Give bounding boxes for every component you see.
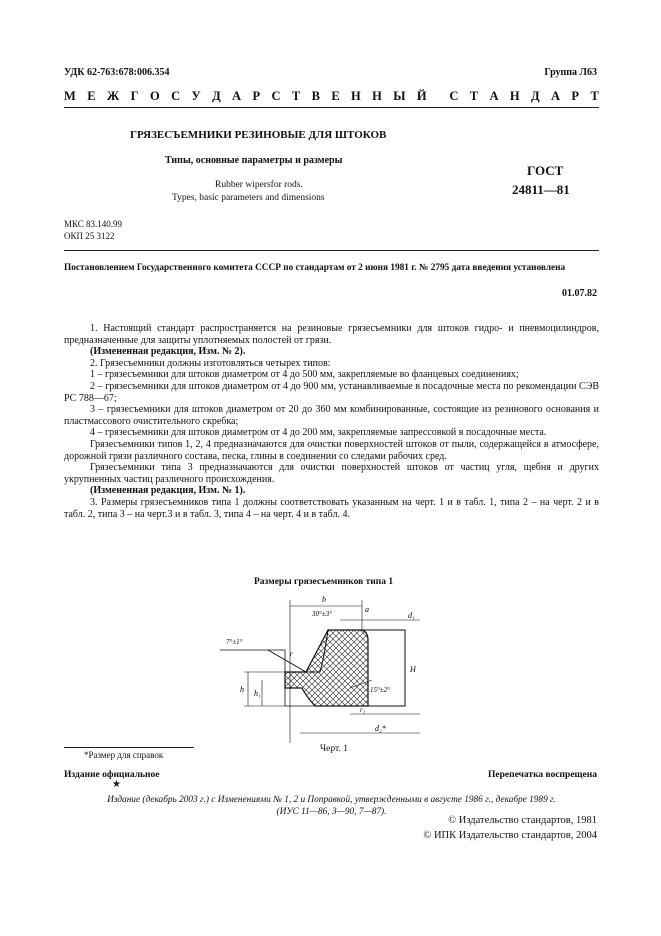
heading-letter: Е	[87, 89, 96, 103]
heading-letter: Й	[416, 89, 427, 103]
label-b: b	[322, 595, 326, 604]
heading-letter: С	[271, 89, 281, 103]
body-paragraph: 3. Размеры грязесъемников типа 1 должны соответствовать указанным на черт. 1 и в табл. 1, типа 2 – на черт. 2 и в табл. 2, типа 3 – на черт.3 и в табл. 3, типа 4 – на черт. 4 и в табл. 4.	[64, 496, 599, 520]
heading-letter: Н	[372, 89, 382, 103]
body-paragraph: 1. Настоящий стандарт распространяется на резиновые грязесъемники для штоков гидро- и пневмоцилиндров, предназначенные для защиты уплотняемых полостей от грязи.	[64, 323, 599, 346]
body-text	[64, 323, 599, 520]
footnote-divider	[64, 747, 194, 748]
label-r: r	[290, 650, 293, 658]
label-h1: h₁	[254, 689, 261, 698]
label-d1: d₁	[408, 611, 415, 620]
decree-divider	[64, 250, 599, 251]
document-subtitle: Типы, основные параметры и размеры	[165, 155, 343, 166]
decree-text: Постановлением Государственного комитета СССР по стандартам от 2 июня 1981 г. № 2795 дата введения установлена	[64, 263, 566, 273]
body-paragraph: Грязесъемники типа 3 предназначаются для очистки поверхностей штоков от частиц угля, щебня и других укрупненных частиц различного происхождения.	[64, 462, 599, 485]
heading-letter: Ж	[106, 89, 120, 103]
heading-letter: М	[64, 89, 76, 103]
gost-number: 24811—81	[512, 182, 570, 197]
figure-caption: Черт. 1	[320, 744, 348, 754]
body-paragraph: 1 – грязесъемники для штоков диаметром от 4 до 500 мм, закрепляемые во фланцевых соединениях;	[90, 369, 519, 381]
edition-line2: (ИУС 11—86, 3—90, 7—87).	[276, 807, 387, 817]
english-title-line1: Rubber wipersfor rods.	[215, 180, 303, 190]
heading-letter: Р	[252, 89, 261, 103]
udk-code: УДК 62-763:678:006.354	[64, 67, 170, 78]
heading-letter: Г	[130, 89, 139, 103]
body-paragraph: Грязесъемники типов 1, 2, 4 предназначаются для очистки поверхностей штоков от пыли, содержащейся в атмосфере, дорожной грязи различного состава, песка, глины в соединении со следами рабочих сред.	[64, 438, 599, 462]
heading-letter: О	[149, 89, 160, 103]
english-title-line2: Types, basic parameters and dimensions	[172, 193, 325, 203]
star-icon: ★	[112, 779, 121, 790]
heading-letter: Н	[509, 89, 520, 103]
gost-label: ГОСТ	[527, 163, 564, 178]
official-edition: Издание официальное	[64, 770, 160, 780]
heading-letter: Т	[291, 89, 301, 103]
heading-letter: Т	[469, 89, 479, 103]
figure-title: Размеры грязесъемников типа 1	[254, 577, 394, 587]
label-d2: d₂*	[375, 724, 386, 733]
label-h: h	[240, 685, 244, 694]
heading-letter: У	[191, 89, 201, 103]
body-paragraph: 4 – грязесъемники для штоков диаметром от 4 до 200 мм, закрепляемые запрессовкой в посадочные места.	[90, 427, 547, 439]
heading-letter: С	[449, 89, 459, 103]
footnote: *Размер для справок	[84, 750, 164, 760]
wiper-drawing	[210, 588, 450, 743]
heading-letter: А	[489, 89, 499, 103]
copyright-2004: © ИПК Издательство стандартов, 2004	[423, 830, 597, 841]
label-angle-left: 7°±1°	[226, 638, 243, 646]
heading-letter: А	[551, 89, 561, 103]
heading-letter: Ы	[393, 89, 406, 103]
introduction-date: 01.07.82	[562, 288, 597, 299]
label-angle-top: 30°±3°	[312, 610, 332, 618]
mks-code: МКС 83.140.99	[64, 219, 123, 229]
body-paragraph: 3 – грязесъемники для штоков диаметром от 20 до 360 мм комбинированные, состоящие из резинового основания и пластмассового очистительного скребка;	[64, 404, 599, 427]
heading-letter: Д	[212, 89, 221, 103]
heading-letter: А	[232, 89, 242, 103]
heading-letter: Н	[351, 89, 361, 103]
heading-letter: С	[171, 89, 181, 103]
heading-letter: Е	[331, 89, 340, 103]
interstate-standard-heading	[64, 89, 599, 104]
heading-letter: Р	[571, 89, 580, 103]
label-r1: r₁	[360, 706, 366, 714]
document-title: ГРЯЗЕСЪЕМНИКИ РЕЗИНОВЫЕ ДЛЯ ШТОКОВ	[130, 129, 387, 141]
group-code: Группа Л63	[544, 67, 597, 78]
edition-line1: Издание (декабрь 2003 г.) с Изменениями № 1, 2 и Поправкой, утвержденными в августе 1986 г., декабре 1989 г.	[107, 795, 556, 805]
label-angle-right: 15°±2°	[370, 686, 390, 694]
okp-code: ОКП 25 3122	[64, 231, 115, 241]
label-a: a	[365, 605, 369, 614]
header-divider	[64, 107, 599, 108]
heading-letter: В	[311, 89, 320, 103]
body-paragraph: (Измененная редакция, Изм. № 1).	[90, 485, 246, 497]
body-paragraph: (Измененная редакция, Изм. № 2).	[90, 346, 246, 358]
body-paragraph: 2 – грязесъемники для штоков диаметром от 4 до 900 мм, устанавливаемые в посадочные места по рекомендации СЭВ РС 788—67;	[64, 380, 599, 404]
label-H: H	[410, 665, 416, 674]
heading-letter: Т	[590, 89, 599, 103]
heading-letter: Д	[531, 89, 540, 103]
classification-codes	[64, 218, 122, 242]
body-paragraph: 2. Грязесъемники должны изготовляться четырех типов:	[90, 357, 331, 369]
reprint-notice: Перепечатка воспрещена	[487, 770, 597, 780]
copyright-1981: © Издательство стандартов, 1981	[448, 815, 597, 826]
